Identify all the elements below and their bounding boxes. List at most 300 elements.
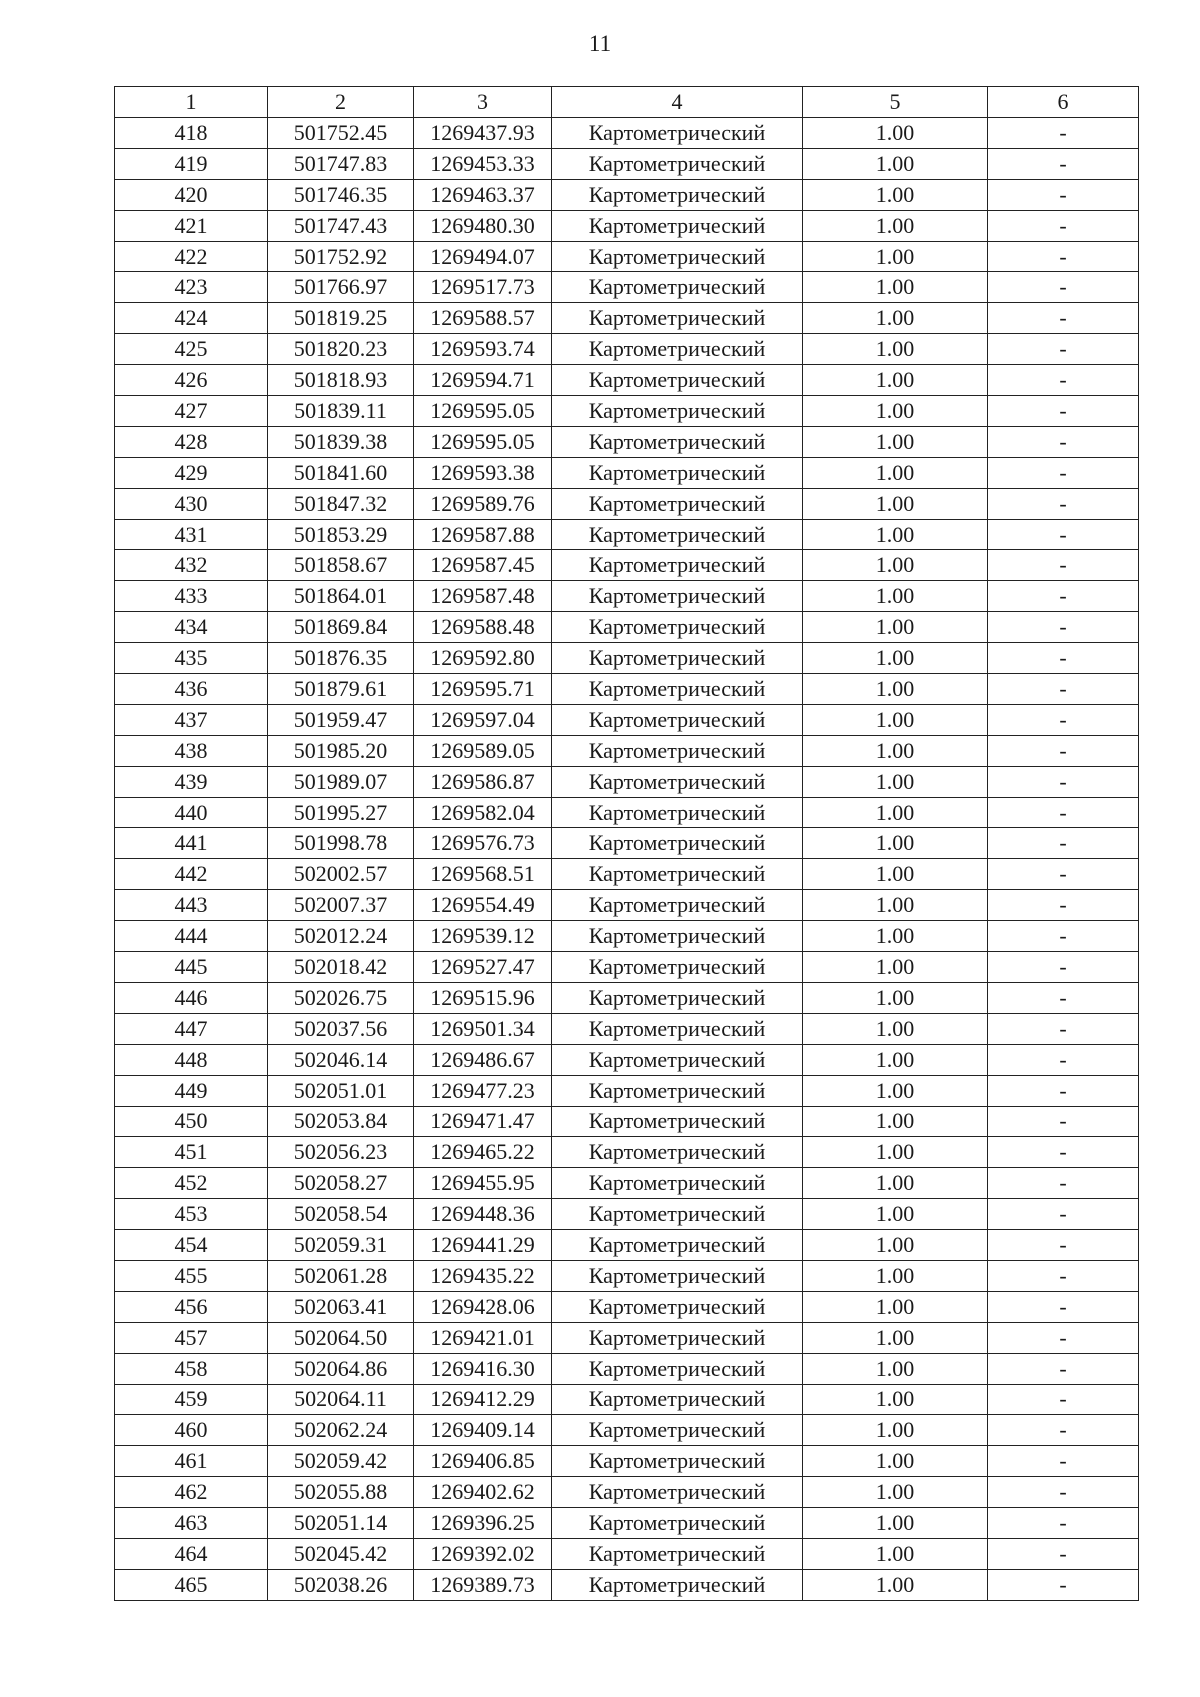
cell-note: - (988, 457, 1139, 488)
cell-coordinate-x: 501989.07 (268, 766, 414, 797)
cell-accuracy: 1.00 (803, 797, 988, 828)
cell-coordinate-y: 1269435.22 (414, 1260, 552, 1291)
cell-coordinate-y: 1269597.04 (414, 704, 552, 735)
cell-method: Картометрический (552, 704, 803, 735)
table-row (115, 1106, 1139, 1137)
cell-coordinate-x: 501747.83 (268, 148, 414, 179)
cell-method: Картометрический (552, 890, 803, 921)
cell-point-number: 421 (115, 210, 268, 241)
cell-method: Картометрический (552, 1415, 803, 1446)
cell-coordinate-y: 1269477.23 (414, 1075, 552, 1106)
cell-note: - (988, 1044, 1139, 1075)
cell-accuracy: 1.00 (803, 334, 988, 365)
cell-coordinate-x: 501853.29 (268, 519, 414, 550)
cell-coordinate-y: 1269402.62 (414, 1477, 552, 1508)
cell-point-number: 461 (115, 1446, 268, 1477)
cell-method: Картометрический (552, 1106, 803, 1137)
cell-note: - (988, 612, 1139, 643)
cell-coordinate-y: 1269515.96 (414, 982, 552, 1013)
table-row (115, 1230, 1139, 1261)
cell-accuracy: 1.00 (803, 1168, 988, 1199)
cell-method: Картометрический (552, 1322, 803, 1353)
cell-point-number: 450 (115, 1106, 268, 1137)
column-header-4: 4 (552, 87, 803, 118)
table-row (115, 952, 1139, 983)
cell-coordinate-x: 502063.41 (268, 1291, 414, 1322)
cell-point-number: 433 (115, 581, 268, 612)
cell-accuracy: 1.00 (803, 1199, 988, 1230)
cell-note: - (988, 241, 1139, 272)
coordinates-table (114, 86, 1139, 1601)
cell-coordinate-y: 1269568.51 (414, 859, 552, 890)
cell-point-number: 454 (115, 1230, 268, 1261)
cell-method: Картометрический (552, 982, 803, 1013)
cell-coordinate-y: 1269486.67 (414, 1044, 552, 1075)
cell-coordinate-y: 1269593.38 (414, 457, 552, 488)
cell-method: Картометрический (552, 859, 803, 890)
cell-coordinate-x: 501995.27 (268, 797, 414, 828)
cell-coordinate-x: 502051.14 (268, 1508, 414, 1539)
cell-point-number: 465 (115, 1569, 268, 1600)
cell-note: - (988, 272, 1139, 303)
table-row (115, 1168, 1139, 1199)
cell-accuracy: 1.00 (803, 581, 988, 612)
cell-point-number: 426 (115, 365, 268, 396)
cell-accuracy: 1.00 (803, 1106, 988, 1137)
cell-method: Картометрический (552, 797, 803, 828)
cell-coordinate-x: 502053.84 (268, 1106, 414, 1137)
table-row (115, 612, 1139, 643)
cell-coordinate-x: 501839.38 (268, 426, 414, 457)
cell-coordinate-y: 1269592.80 (414, 643, 552, 674)
cell-method: Картометрический (552, 1477, 803, 1508)
cell-accuracy: 1.00 (803, 890, 988, 921)
cell-coordinate-y: 1269588.57 (414, 303, 552, 334)
cell-method: Картометрический (552, 488, 803, 519)
cell-method: Картометрический (552, 1569, 803, 1600)
cell-coordinate-x: 502051.01 (268, 1075, 414, 1106)
cell-coordinate-x: 502045.42 (268, 1538, 414, 1569)
table-row (115, 1477, 1139, 1508)
cell-method: Картометрический (552, 365, 803, 396)
cell-accuracy: 1.00 (803, 148, 988, 179)
table-row (115, 643, 1139, 674)
cell-accuracy: 1.00 (803, 1044, 988, 1075)
cell-method: Картометрический (552, 921, 803, 952)
cell-method: Картометрический (552, 952, 803, 983)
cell-coordinate-x: 501864.01 (268, 581, 414, 612)
cell-note: - (988, 581, 1139, 612)
cell-point-number: 429 (115, 457, 268, 488)
cell-note: - (988, 1137, 1139, 1168)
cell-method: Картометрический (552, 550, 803, 581)
cell-point-number: 439 (115, 766, 268, 797)
cell-note: - (988, 828, 1139, 859)
table-row (115, 735, 1139, 766)
cell-note: - (988, 735, 1139, 766)
cell-coordinate-x: 502064.11 (268, 1384, 414, 1415)
cell-note: - (988, 488, 1139, 519)
cell-coordinate-y: 1269594.71 (414, 365, 552, 396)
cell-note: - (988, 982, 1139, 1013)
cell-coordinate-x: 502059.42 (268, 1446, 414, 1477)
cell-method: Картометрический (552, 272, 803, 303)
cell-note: - (988, 1322, 1139, 1353)
cell-point-number: 459 (115, 1384, 268, 1415)
cell-note: - (988, 890, 1139, 921)
table-row (115, 1044, 1139, 1075)
cell-method: Картометрический (552, 612, 803, 643)
cell-accuracy: 1.00 (803, 1291, 988, 1322)
cell-note: - (988, 1291, 1139, 1322)
cell-coordinate-x: 502064.50 (268, 1322, 414, 1353)
table-row (115, 1322, 1139, 1353)
cell-point-number: 440 (115, 797, 268, 828)
cell-coordinate-y: 1269576.73 (414, 828, 552, 859)
cell-coordinate-y: 1269588.48 (414, 612, 552, 643)
cell-accuracy: 1.00 (803, 1384, 988, 1415)
cell-coordinate-y: 1269595.71 (414, 674, 552, 705)
cell-accuracy: 1.00 (803, 241, 988, 272)
header-row (115, 87, 1139, 118)
cell-point-number: 448 (115, 1044, 268, 1075)
cell-method: Картометрический (552, 1168, 803, 1199)
cell-method: Картометрический (552, 1538, 803, 1569)
cell-coordinate-x: 501819.25 (268, 303, 414, 334)
cell-coordinate-y: 1269587.48 (414, 581, 552, 612)
cell-coordinate-y: 1269412.29 (414, 1384, 552, 1415)
cell-coordinate-x: 501998.78 (268, 828, 414, 859)
cell-note: - (988, 148, 1139, 179)
table-row (115, 210, 1139, 241)
column-header-3: 3 (414, 87, 552, 118)
cell-method: Картометрический (552, 1384, 803, 1415)
cell-accuracy: 1.00 (803, 674, 988, 705)
cell-coordinate-y: 1269480.30 (414, 210, 552, 241)
table-row (115, 488, 1139, 519)
cell-method: Картометрический (552, 1013, 803, 1044)
table-row (115, 519, 1139, 550)
cell-coordinate-x: 502056.23 (268, 1137, 414, 1168)
cell-method: Картометрический (552, 1353, 803, 1384)
cell-coordinate-x: 502064.86 (268, 1353, 414, 1384)
cell-method: Картометрический (552, 1044, 803, 1075)
cell-point-number: 460 (115, 1415, 268, 1446)
cell-note: - (988, 519, 1139, 550)
cell-coordinate-x: 501752.92 (268, 241, 414, 272)
cell-accuracy: 1.00 (803, 118, 988, 149)
table-row (115, 1538, 1139, 1569)
cell-point-number: 464 (115, 1538, 268, 1569)
cell-method: Картометрический (552, 643, 803, 674)
cell-note: - (988, 674, 1139, 705)
cell-accuracy: 1.00 (803, 365, 988, 396)
cell-point-number: 445 (115, 952, 268, 983)
cell-note: - (988, 1508, 1139, 1539)
table-row (115, 550, 1139, 581)
cell-point-number: 463 (115, 1508, 268, 1539)
cell-accuracy: 1.00 (803, 828, 988, 859)
cell-accuracy: 1.00 (803, 1538, 988, 1569)
cell-note: - (988, 1538, 1139, 1569)
table-row (115, 1446, 1139, 1477)
cell-point-number: 446 (115, 982, 268, 1013)
cell-accuracy: 1.00 (803, 1075, 988, 1106)
cell-accuracy: 1.00 (803, 643, 988, 674)
cell-coordinate-y: 1269587.45 (414, 550, 552, 581)
table-row (115, 1508, 1139, 1539)
cell-method: Картометрический (552, 1260, 803, 1291)
cell-coordinate-y: 1269406.85 (414, 1446, 552, 1477)
table-row (115, 921, 1139, 952)
table-row (115, 334, 1139, 365)
table-row (115, 1569, 1139, 1600)
cell-method: Картометрический (552, 828, 803, 859)
cell-coordinate-x: 501869.84 (268, 612, 414, 643)
cell-coordinate-x: 502046.14 (268, 1044, 414, 1075)
cell-point-number: 447 (115, 1013, 268, 1044)
table-row (115, 797, 1139, 828)
table-row (115, 1353, 1139, 1384)
cell-accuracy: 1.00 (803, 519, 988, 550)
cell-point-number: 449 (115, 1075, 268, 1106)
table-row (115, 704, 1139, 735)
cell-coordinate-y: 1269437.93 (414, 118, 552, 149)
cell-note: - (988, 303, 1139, 334)
table-row (115, 890, 1139, 921)
cell-coordinate-x: 501746.35 (268, 179, 414, 210)
cell-coordinate-y: 1269582.04 (414, 797, 552, 828)
table-row (115, 365, 1139, 396)
cell-coordinate-y: 1269527.47 (414, 952, 552, 983)
table-row (115, 426, 1139, 457)
cell-coordinate-y: 1269428.06 (414, 1291, 552, 1322)
cell-coordinate-x: 501959.47 (268, 704, 414, 735)
cell-coordinate-x: 502037.56 (268, 1013, 414, 1044)
cell-note: - (988, 1415, 1139, 1446)
cell-point-number: 438 (115, 735, 268, 766)
table-row (115, 581, 1139, 612)
cell-accuracy: 1.00 (803, 1353, 988, 1384)
cell-accuracy: 1.00 (803, 921, 988, 952)
cell-accuracy: 1.00 (803, 735, 988, 766)
cell-point-number: 451 (115, 1137, 268, 1168)
cell-accuracy: 1.00 (803, 550, 988, 581)
table-row (115, 303, 1139, 334)
cell-coordinate-x: 502062.24 (268, 1415, 414, 1446)
cell-accuracy: 1.00 (803, 982, 988, 1013)
cell-note: - (988, 550, 1139, 581)
cell-coordinate-y: 1269396.25 (414, 1508, 552, 1539)
cell-note: - (988, 210, 1139, 241)
cell-coordinate-y: 1269589.05 (414, 735, 552, 766)
cell-method: Картометрический (552, 148, 803, 179)
cell-point-number: 428 (115, 426, 268, 457)
cell-coordinate-x: 502038.26 (268, 1569, 414, 1600)
cell-accuracy: 1.00 (803, 1137, 988, 1168)
cell-method: Картометрический (552, 210, 803, 241)
cell-accuracy: 1.00 (803, 1508, 988, 1539)
cell-point-number: 424 (115, 303, 268, 334)
cell-point-number: 442 (115, 859, 268, 890)
cell-point-number: 441 (115, 828, 268, 859)
cell-method: Картометрический (552, 426, 803, 457)
cell-note: - (988, 643, 1139, 674)
cell-accuracy: 1.00 (803, 612, 988, 643)
table-row (115, 179, 1139, 210)
cell-point-number: 455 (115, 1260, 268, 1291)
cell-coordinate-x: 501985.20 (268, 735, 414, 766)
cell-accuracy: 1.00 (803, 1260, 988, 1291)
cell-coordinate-x: 501876.35 (268, 643, 414, 674)
cell-point-number: 456 (115, 1291, 268, 1322)
table-row (115, 1013, 1139, 1044)
cell-point-number: 430 (115, 488, 268, 519)
cell-coordinate-x: 501820.23 (268, 334, 414, 365)
cell-note: - (988, 766, 1139, 797)
cell-coordinate-x: 501747.43 (268, 210, 414, 241)
cell-note: - (988, 704, 1139, 735)
cell-note: - (988, 1106, 1139, 1137)
cell-accuracy: 1.00 (803, 488, 988, 519)
table-row (115, 241, 1139, 272)
cell-coordinate-y: 1269539.12 (414, 921, 552, 952)
cell-method: Картометрический (552, 303, 803, 334)
cell-coordinate-y: 1269587.88 (414, 519, 552, 550)
cell-method: Картометрический (552, 766, 803, 797)
cell-method: Картометрический (552, 1199, 803, 1230)
cell-method: Картометрический (552, 1291, 803, 1322)
table-row (115, 1137, 1139, 1168)
cell-coordinate-y: 1269554.49 (414, 890, 552, 921)
cell-accuracy: 1.00 (803, 704, 988, 735)
cell-coordinate-y: 1269421.01 (414, 1322, 552, 1353)
cell-point-number: 462 (115, 1477, 268, 1508)
table-row (115, 457, 1139, 488)
cell-point-number: 453 (115, 1199, 268, 1230)
cell-note: - (988, 426, 1139, 457)
cell-method: Картометрический (552, 1230, 803, 1261)
cell-coordinate-y: 1269465.22 (414, 1137, 552, 1168)
cell-coordinate-y: 1269453.33 (414, 148, 552, 179)
cell-accuracy: 1.00 (803, 1230, 988, 1261)
cell-method: Картометрический (552, 674, 803, 705)
cell-coordinate-y: 1269389.73 (414, 1569, 552, 1600)
table-row (115, 148, 1139, 179)
cell-point-number: 431 (115, 519, 268, 550)
cell-point-number: 435 (115, 643, 268, 674)
cell-accuracy: 1.00 (803, 1013, 988, 1044)
cell-coordinate-y: 1269593.74 (414, 334, 552, 365)
cell-coordinate-y: 1269595.05 (414, 396, 552, 427)
cell-point-number: 432 (115, 550, 268, 581)
cell-note: - (988, 1075, 1139, 1106)
cell-coordinate-x: 501766.97 (268, 272, 414, 303)
column-header-2: 2 (268, 87, 414, 118)
cell-note: - (988, 396, 1139, 427)
cell-note: - (988, 118, 1139, 149)
cell-coordinate-y: 1269392.02 (414, 1538, 552, 1569)
cell-accuracy: 1.00 (803, 1322, 988, 1353)
table-row (115, 859, 1139, 890)
cell-coordinate-x: 501841.60 (268, 457, 414, 488)
cell-coordinate-x: 502007.37 (268, 890, 414, 921)
cell-point-number: 436 (115, 674, 268, 705)
cell-method: Картометрический (552, 581, 803, 612)
cell-coordinate-y: 1269586.87 (414, 766, 552, 797)
cell-coordinate-x: 501879.61 (268, 674, 414, 705)
cell-accuracy: 1.00 (803, 179, 988, 210)
cell-coordinate-x: 501752.45 (268, 118, 414, 149)
cell-accuracy: 1.00 (803, 1477, 988, 1508)
cell-accuracy: 1.00 (803, 1446, 988, 1477)
cell-coordinate-y: 1269471.47 (414, 1106, 552, 1137)
cell-note: - (988, 1013, 1139, 1044)
cell-point-number: 425 (115, 334, 268, 365)
cell-method: Картометрический (552, 1508, 803, 1539)
cell-accuracy: 1.00 (803, 303, 988, 334)
cell-accuracy: 1.00 (803, 859, 988, 890)
cell-note: - (988, 921, 1139, 952)
cell-coordinate-y: 1269595.05 (414, 426, 552, 457)
cell-note: - (988, 1446, 1139, 1477)
cell-note: - (988, 1353, 1139, 1384)
cell-note: - (988, 1199, 1139, 1230)
cell-method: Картометрический (552, 1446, 803, 1477)
cell-point-number: 434 (115, 612, 268, 643)
table-row (115, 1260, 1139, 1291)
cell-note: - (988, 365, 1139, 396)
table-row (115, 1415, 1139, 1446)
table-header (115, 87, 1139, 118)
cell-method: Картометрический (552, 179, 803, 210)
cell-point-number: 444 (115, 921, 268, 952)
table-row (115, 272, 1139, 303)
cell-method: Картометрический (552, 735, 803, 766)
cell-point-number: 420 (115, 179, 268, 210)
cell-note: - (988, 334, 1139, 365)
table-row (115, 674, 1139, 705)
cell-note: - (988, 1230, 1139, 1261)
cell-coordinate-x: 502055.88 (268, 1477, 414, 1508)
cell-accuracy: 1.00 (803, 1415, 988, 1446)
cell-point-number: 418 (115, 118, 268, 149)
cell-accuracy: 1.00 (803, 210, 988, 241)
cell-coordinate-y: 1269448.36 (414, 1199, 552, 1230)
cell-method: Картометрический (552, 1075, 803, 1106)
cell-accuracy: 1.00 (803, 396, 988, 427)
table-row (115, 1291, 1139, 1322)
cell-point-number: 457 (115, 1322, 268, 1353)
cell-method: Картометрический (552, 118, 803, 149)
table-row (115, 1075, 1139, 1106)
cell-method: Картометрический (552, 396, 803, 427)
column-header-5: 5 (803, 87, 988, 118)
cell-note: - (988, 179, 1139, 210)
cell-point-number: 458 (115, 1353, 268, 1384)
cell-coordinate-y: 1269589.76 (414, 488, 552, 519)
cell-coordinate-x: 501839.11 (268, 396, 414, 427)
cell-point-number: 422 (115, 241, 268, 272)
cell-coordinate-y: 1269501.34 (414, 1013, 552, 1044)
cell-coordinate-x: 502059.31 (268, 1230, 414, 1261)
cell-method: Картометрический (552, 334, 803, 365)
table-row (115, 1384, 1139, 1415)
cell-note: - (988, 1569, 1139, 1600)
cell-coordinate-x: 501847.32 (268, 488, 414, 519)
cell-coordinate-y: 1269494.07 (414, 241, 552, 272)
cell-method: Картометрический (552, 1137, 803, 1168)
